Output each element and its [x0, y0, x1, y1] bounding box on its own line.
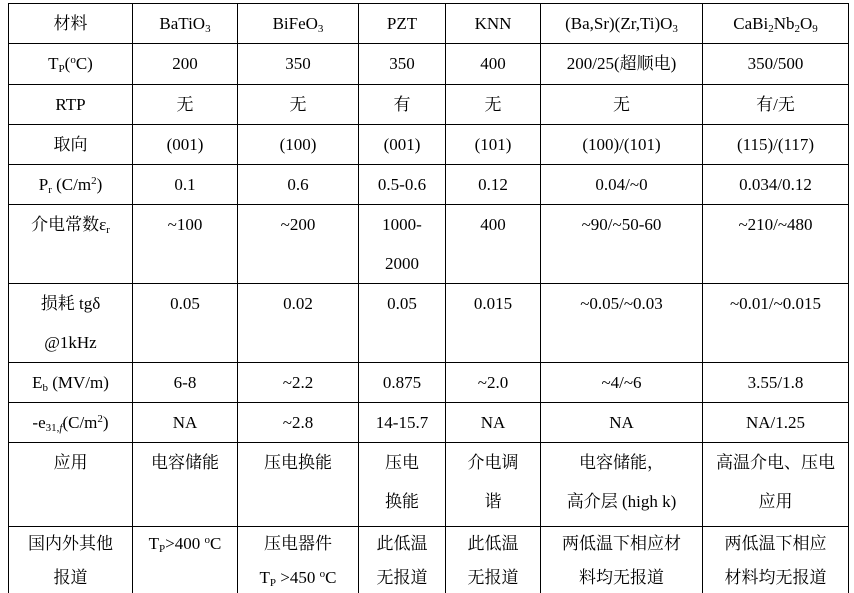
cell-loss-tangent-col4: ~0.05/~0.03 [541, 284, 703, 363]
table-row-rtp [9, 85, 849, 125]
cell-breakdown-field-col0: 6-8 [133, 363, 238, 403]
cell-applications-col5: 高温介电、压电 应用 [703, 443, 849, 527]
cell-applications-col3: 介电调 谐 [446, 443, 541, 527]
cell-other-reports-col4: 两低温下相应材 料均无报道 [541, 527, 703, 593]
cell-rtp-col0: 无 [133, 85, 238, 125]
cell-orientation-col3: (101) [446, 125, 541, 165]
cell-other-reports-col1: 压电器件 $T_P >450$ $^o$C [238, 527, 359, 593]
cell-orientation-col4: (100)/(101) [541, 125, 703, 165]
table-header-row [9, 4, 849, 44]
table-row-loss-tangent [9, 284, 849, 363]
cell-orientation-col2: (001) [359, 125, 446, 165]
cell-orientation-col0: (001) [133, 125, 238, 165]
cell-dielectric-constant-col4: ~90/~50-60 [541, 205, 703, 284]
cell-e31f-coefficient-col2: 14-15.7 [359, 403, 446, 443]
table-row-curie-temperature [9, 44, 849, 85]
cell-e31f-coefficient-col3: NA [446, 403, 541, 443]
material-column-header-2: PZT [359, 4, 446, 44]
cell-remanent-polarization-col5: 0.034/0.12 [703, 165, 849, 205]
cell-rtp-col4: 无 [541, 85, 703, 125]
cell-rtp-col1: 无 [238, 85, 359, 125]
row-header-applications: 应用 [9, 443, 133, 527]
row-header-remanent-polarization: $P_r$ $(C/m^2)$ [9, 165, 133, 205]
cell-remanent-polarization-col3: 0.12 [446, 165, 541, 205]
cell-e31f-coefficient-col5: NA/1.25 [703, 403, 849, 443]
table-row-orientation [9, 125, 849, 165]
table-row-other-reports [9, 527, 849, 593]
cell-breakdown-field-col2: 0.875 [359, 363, 446, 403]
cell-loss-tangent-col0: 0.05 [133, 284, 238, 363]
cell-other-reports-col3: 此低温 无报道 [446, 527, 541, 593]
cell-applications-col1: 压电换能 [238, 443, 359, 527]
material-column-header-4: $(Ba,Sr)(Zr,Ti)O_3$ [541, 4, 703, 44]
cell-other-reports-col5: 两低温下相应 材料均无报道 [703, 527, 849, 593]
material-column-header-0: BaTiO$_3$ [133, 4, 238, 44]
cell-remanent-polarization-col2: 0.5-0.6 [359, 165, 446, 205]
row-header-rtp: RTP [9, 85, 133, 125]
cell-other-reports-col0: $T_P>400$ $^o$C [133, 527, 238, 593]
cell-e31f-coefficient-col0: NA [133, 403, 238, 443]
cell-applications-col4: 电容储能， 高介层 (high k) [541, 443, 703, 527]
cell-curie-temperature-col5: 350/500 [703, 44, 849, 85]
table-row-e31f-coefficient [9, 403, 849, 443]
cell-loss-tangent-col1: 0.02 [238, 284, 359, 363]
cell-breakdown-field-col1: ~2.2 [238, 363, 359, 403]
cell-dielectric-constant-col5: ~210/~480 [703, 205, 849, 284]
cell-applications-col0: 电容储能 [133, 443, 238, 527]
cell-breakdown-field-col3: ~2.0 [446, 363, 541, 403]
cell-dielectric-constant-col1: ~200 [238, 205, 359, 284]
cell-orientation-col5: (115)/(117) [703, 125, 849, 165]
row-header-dielectric-constant: 介电常数$\varepsilon_r$ [9, 205, 133, 284]
corner-cell-material-label: 材料 [9, 4, 133, 44]
cell-e31f-coefficient-col4: NA [541, 403, 703, 443]
material-column-header-3: KNN [446, 4, 541, 44]
row-header-other-reports: 国内外其他 报道 [9, 527, 133, 593]
cell-remanent-polarization-col4: 0.04/~0 [541, 165, 703, 205]
cell-breakdown-field-col4: ~4/~6 [541, 363, 703, 403]
material-column-header-1: BiFeO$_3$ [238, 4, 359, 44]
row-header-breakdown-field: $E_b$ (MV/m) [9, 363, 133, 403]
cell-other-reports-col2: 此低温 无报道 [359, 527, 446, 593]
table-row-dielectric-constant [9, 205, 849, 284]
row-header-orientation: 取向 [9, 125, 133, 165]
cell-remanent-polarization-col1: 0.6 [238, 165, 359, 205]
cell-e31f-coefficient-col1: ~2.8 [238, 403, 359, 443]
cell-rtp-col2: 有 [359, 85, 446, 125]
table-row-breakdown-field [9, 363, 849, 403]
cell-rtp-col3: 无 [446, 85, 541, 125]
cell-curie-temperature-col4: 200/25(超顺电) [541, 44, 703, 85]
cell-applications-col2: 压电 换能 [359, 443, 446, 527]
cell-curie-temperature-col0: 200 [133, 44, 238, 85]
cell-loss-tangent-col5: ~0.01/~0.015 [703, 284, 849, 363]
cell-curie-temperature-col1: 350 [238, 44, 359, 85]
cell-loss-tangent-col2: 0.05 [359, 284, 446, 363]
cell-loss-tangent-col3: 0.015 [446, 284, 541, 363]
cell-dielectric-constant-col3: 400 [446, 205, 541, 284]
cell-orientation-col1: (100) [238, 125, 359, 165]
cell-remanent-polarization-col0: 0.1 [133, 165, 238, 205]
row-header-loss-tangent: 损耗 tgδ @1kHz [9, 284, 133, 363]
row-header-curie-temperature: $T_P(^oC)$ [9, 44, 133, 85]
material-column-header-5: $CaBi_2Nb_2O_9$ [703, 4, 849, 44]
row-header-e31f-coefficient: $-e_{31,f}(C/m^2)$ [9, 403, 133, 443]
materials-comparison-table [8, 3, 849, 593]
cell-curie-temperature-col2: 350 [359, 44, 446, 85]
cell-dielectric-constant-col2: 1000- 2000 [359, 205, 446, 284]
table-row-remanent-polarization [9, 165, 849, 205]
cell-dielectric-constant-col0: ~100 [133, 205, 238, 284]
cell-breakdown-field-col5: 3.55/1.8 [703, 363, 849, 403]
cell-curie-temperature-col3: 400 [446, 44, 541, 85]
cell-rtp-col5: 有/无 [703, 85, 849, 125]
table-row-applications [9, 443, 849, 527]
